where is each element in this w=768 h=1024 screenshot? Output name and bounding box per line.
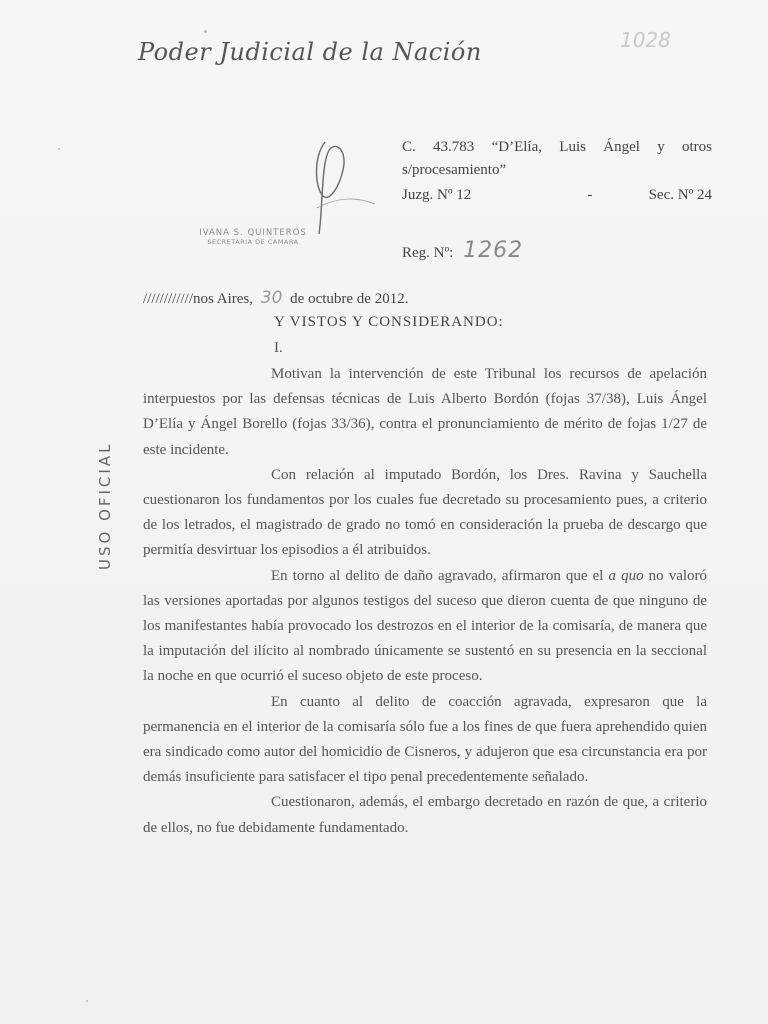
case-caption xyxy=(402,136,712,207)
registry-row xyxy=(402,238,523,263)
paragraph-5: Cuestionaron, además, el embargo decretado en razón de que, a criterio de ellos, no fue debidamente fundamentado. xyxy=(143,794,707,836)
date-line xyxy=(143,288,408,308)
paragraph-1: Motivan la intervención de este Tribunal los recursos de apelación interpuestos por las defensas técnicas de Luis Alberto Bordón (fojas 37/38), Luis Ángel D’Elía y Ángel Borello (fojas 33/36), contra el pronunciamiento de mérito de fojas 1/27 de este incidente. xyxy=(143,366,707,458)
institution-header: Poder Judicial de la Nación xyxy=(138,38,482,66)
reg-number: 1262 xyxy=(463,238,524,263)
handwritten-folio-number: 1028 xyxy=(620,28,671,52)
court-row xyxy=(402,184,712,207)
signature-mark xyxy=(295,138,385,238)
paragraph-3 xyxy=(143,564,707,690)
case-title-line1: C. 43.783 “D’Elía, Luis Ángel y otros xyxy=(402,139,712,155)
case-title-line2: s/procesamiento” xyxy=(402,162,507,178)
date-suffix: de octubre de 2012. xyxy=(290,291,409,307)
vistos-heading: Y VISTOS Y CONSIDERANDO: xyxy=(274,314,504,330)
scan-speck xyxy=(86,1000,88,1002)
court-separator: - xyxy=(587,187,593,203)
paragraph-3-start: En torno al delito de daño agravado, afirmaron que el xyxy=(271,567,604,584)
juzgado-label: Juzg. Nº 12 xyxy=(402,187,472,203)
paragraph-3-end: no valoró las versiones aportadas por algunos testigos del suceso que dieron cuenta de que ninguno de los manifestantes había provocado los destrozos en el interior de la comisaría, de manera que la imputación del ilícito al nombrado únicamente se sustentó en su presencia en la seccional la noche en que ocurrió el suceso objeto de este proceso. xyxy=(143,567,708,685)
paragraph-2: Con relación al imputado Bordón, los Dres. Ravina y Sauchella cuestionaron los fundamentos por los cuales fue decretado su procesamiento pues, a criterio de los letrados, el magistrado de grado no tomó en consideración la prueba de descargo que permitía desvirtuar los episodios a él atribuidos. xyxy=(143,466,707,559)
official-stamp xyxy=(178,228,328,246)
reg-label: Reg. Nº: xyxy=(402,245,454,261)
date-day: 30 xyxy=(260,288,283,308)
paragraph-4: En cuanto al delito de coacción agravada, expresaron que la permanencia en el interior de la comisaría sólo fue a los fines de que fuera aprehendido quien era sindicado como autor del homicidio de Cisneros, y adujeron que esa circunstancia era por demás insuficiente para satisfacer el tipo penal precedentemente señalado. xyxy=(143,693,707,786)
section-number: I. xyxy=(274,340,283,356)
uso-oficial-label: USO OFICIAL xyxy=(96,441,114,570)
date-prefix: ////////////nos Aires, xyxy=(143,291,254,307)
stamp-role: SECRETARIA DE CAMARA xyxy=(207,238,299,246)
secretaria-label: Sec. Nº 24 xyxy=(648,187,712,203)
stamp-name: IVANA S. QUINTEROS xyxy=(199,228,307,238)
scan-speck xyxy=(58,148,60,150)
scan-speck xyxy=(204,30,207,33)
paragraph-3-italic: a quo xyxy=(608,567,644,584)
document-body xyxy=(143,362,707,841)
